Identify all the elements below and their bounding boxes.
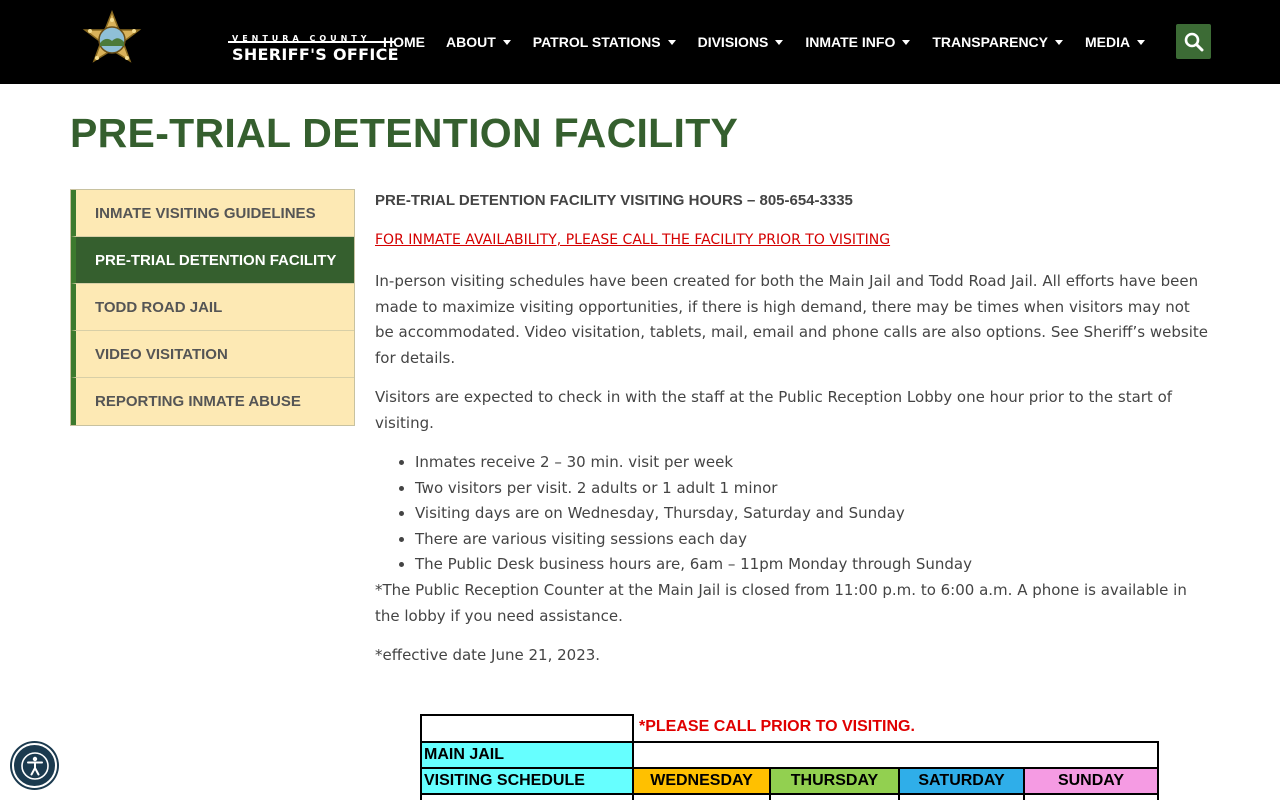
nav-divisions[interactable] [698, 30, 784, 54]
logo-office-text: SHERIFF'S OFFICE [232, 45, 399, 64]
list-item: • The Public Desk business hours are, 6am – 11pm Monday through Sunday [415, 552, 972, 578]
intro-paragraph: In-person visiting schedules have been created for both the Main Jail and Todd Road Jail. All efforts have been made to maximize visiting opportunities, if there is high demand, there may be times when visitors may not be accommodated. Video visitation, tablets, mail, email and phone calls are also options. See Sheriff’s website for details. [375, 272, 1208, 367]
sheriff-star-icon [82, 10, 142, 74]
visiting-hours-heading: PRE-TRIAL DETENTION FACILITY VISITING HOURS – 805-654-3335 [375, 192, 853, 209]
table-corner-cell [420, 714, 634, 743]
visiting-rules-list [415, 450, 972, 578]
list-item: • There are various visiting sessions each day [415, 527, 972, 553]
table-row [898, 793, 1025, 800]
nav-home[interactable] [383, 30, 425, 54]
chevron-down-icon [503, 40, 511, 45]
nav-inmate-info[interactable] [805, 30, 910, 54]
table-row [769, 793, 900, 800]
accessibility-icon [20, 751, 50, 781]
search-button[interactable] [1176, 24, 1211, 59]
nav-transparency-label: TRANSPARENCY [932, 34, 1048, 50]
site-header [0, 0, 1280, 84]
nav-home-label: HOME [383, 34, 425, 50]
visiting-schedule-table [420, 714, 1160, 800]
nav-about-label: ABOUT [446, 34, 496, 50]
nav-about[interactable] [446, 30, 511, 54]
main-nav [383, 30, 1145, 54]
logo-county-text: VENTURA COUNTY [232, 34, 371, 43]
nav-inmate-info-label: INMATE INFO [805, 34, 896, 50]
table-empty-cell [632, 741, 1159, 769]
chevron-down-icon [1137, 40, 1145, 45]
sidebar-item-video-visitation[interactable]: VIDEO VISITATION [71, 331, 354, 378]
site-logo[interactable] [82, 10, 399, 74]
nav-media-label: MEDIA [1085, 34, 1131, 50]
list-item: • Two visitors per visit. 2 adults or 1 adult 1 minor [415, 476, 972, 502]
call-prior-note: *PLEASE CALL PRIOR TO VISITING. [639, 718, 915, 735]
nav-patrol-stations[interactable] [533, 30, 676, 54]
search-icon [1184, 32, 1204, 52]
day-wednesday: WEDNESDAY [632, 767, 771, 795]
reception-note: *The Public Reception Counter at the Main Jail is closed from 11:00 p.m. to 6:00 a.m. A phone is available in the lobby if you need assistance. [375, 581, 1187, 625]
chevron-down-icon [902, 40, 910, 45]
nav-media[interactable] [1085, 30, 1145, 54]
page-title: PRE-TRIAL DETENTION FACILITY [70, 110, 739, 156]
check-in-paragraph: Visitors are expected to check in with the staff at the Public Reception Lobby one hour prior to the start of visiting. [375, 388, 1173, 432]
nav-transparency[interactable] [932, 30, 1063, 54]
table-row [1023, 793, 1159, 800]
chevron-down-icon [775, 40, 783, 45]
sidebar-item-pre-trial-detention-facility[interactable]: PRE-TRIAL DETENTION FACILITY [71, 237, 354, 284]
main-jail-cell: MAIN JAIL [420, 741, 634, 769]
list-item: • Inmates receive 2 – 30 min. visit per week [415, 450, 972, 476]
sidebar-item-todd-road-jail[interactable]: TODD ROAD JAIL [71, 284, 354, 331]
day-saturday: SATURDAY [898, 767, 1025, 795]
chevron-down-icon [668, 40, 676, 45]
table-row [632, 793, 771, 800]
day-thursday: THURSDAY [769, 767, 900, 795]
sidebar-nav [70, 189, 355, 426]
chevron-down-icon [1055, 40, 1063, 45]
visiting-schedule-cell: VISITING SCHEDULE [420, 767, 634, 795]
accessibility-button[interactable] [12, 743, 57, 788]
table-row [420, 793, 634, 800]
nav-divisions-label: DIVISIONS [697, 34, 769, 50]
logo-divider [228, 41, 394, 43]
sidebar-item-inmate-visiting-guidelines[interactable]: INMATE VISITING GUIDELINES [71, 190, 354, 237]
day-sunday: SUNDAY [1023, 767, 1159, 795]
nav-patrol-stations-label: PATROL STATIONS [532, 34, 661, 50]
effective-date: *effective date June 21, 2023. [375, 646, 601, 664]
list-item: • Visiting days are on Wednesday, Thursday, Saturday and Sunday [415, 501, 972, 527]
sidebar-item-reporting-inmate-abuse[interactable]: REPORTING INMATE ABUSE [71, 378, 354, 425]
availability-link[interactable]: FOR INMATE AVAILABILITY, PLEASE CALL THE FACILITY PRIOR TO VISITING [375, 232, 891, 248]
